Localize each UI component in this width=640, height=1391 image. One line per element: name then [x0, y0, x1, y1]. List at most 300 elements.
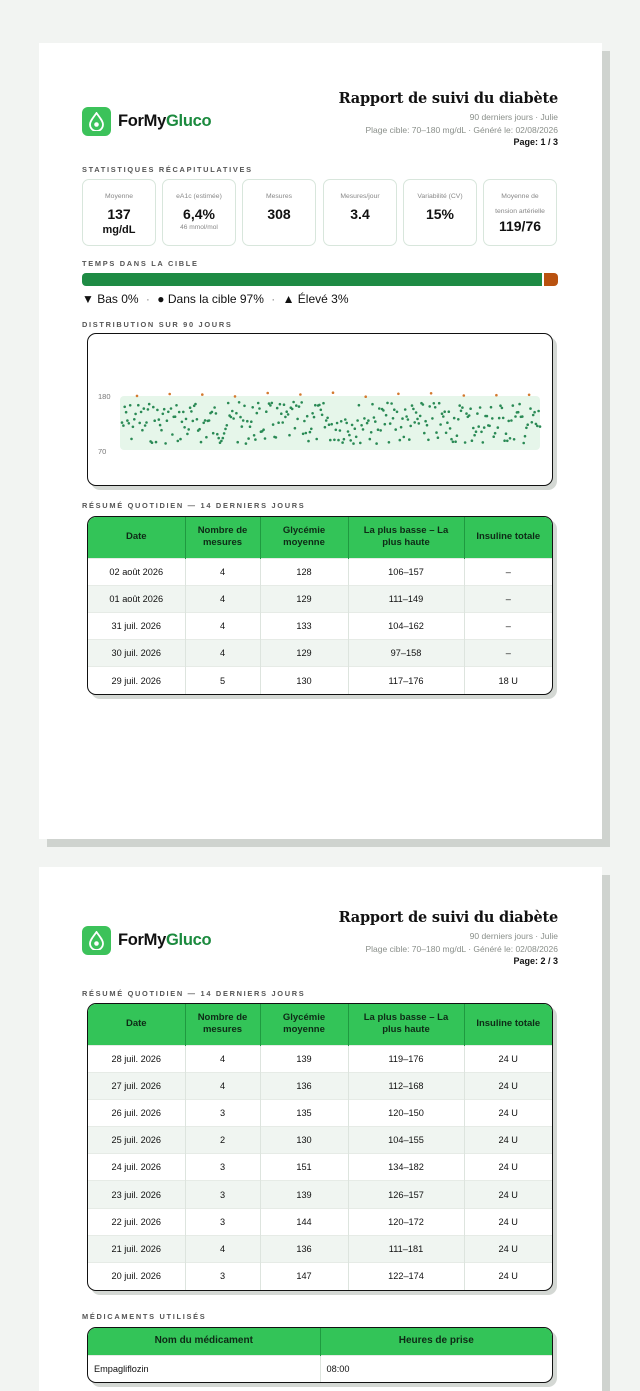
reading-dot: [280, 412, 283, 415]
reading-dot: [132, 426, 135, 429]
report-header: [82, 909, 558, 969]
table-row: [88, 667, 552, 694]
reading-dot: [153, 419, 156, 422]
reading-dot: [251, 406, 254, 409]
reading-dot: [204, 419, 207, 422]
tir-in-range-segment: [82, 273, 542, 286]
reading-dot: [370, 431, 373, 434]
reading-dot: [208, 419, 211, 422]
reading-dot: [482, 441, 485, 444]
stat-unit: mg/dL: [102, 224, 136, 236]
reading-dot: [284, 416, 287, 419]
cell-count: 4: [185, 1072, 260, 1099]
reading-dot: [140, 411, 143, 414]
reading-dot: [336, 422, 339, 425]
drop-icon: [88, 112, 105, 131]
col-date: Date: [88, 1004, 185, 1045]
reading-dot: [258, 407, 261, 410]
cell-range: 134–182: [348, 1154, 464, 1181]
reading-dot: [439, 423, 442, 426]
cell-date: 27 juil. 2026: [88, 1072, 185, 1099]
report-page-1: [39, 43, 602, 839]
reading-dot: [277, 421, 280, 424]
reading-dot: [211, 411, 214, 414]
reading-dot: [513, 438, 516, 441]
cell-range: 97–158: [348, 640, 464, 667]
cell-range: 119–176: [348, 1045, 464, 1072]
brand-part-1: ForMy: [118, 112, 167, 130]
stat-value: 137: [107, 206, 131, 222]
stat-label: Variabilité (CV): [417, 193, 463, 200]
reading-dot: [362, 428, 365, 431]
reading-dot: [324, 426, 327, 429]
reading-dot: [174, 415, 177, 418]
cell-count: 4: [185, 612, 260, 639]
reading-dot: [450, 438, 453, 441]
col-insulin: Insuline totale: [464, 1004, 552, 1045]
reading-dot: [202, 422, 205, 425]
reading-dot: [460, 410, 463, 413]
reading-dot: [128, 422, 131, 425]
y-tick-70: 70: [98, 447, 107, 456]
reading-dot: [526, 423, 529, 426]
cell-count: 3: [185, 1099, 260, 1126]
reading-dot: [160, 429, 163, 432]
stat-subvalue: 46 mmol/mol: [180, 224, 218, 231]
cell-count: 3: [185, 1208, 260, 1235]
reading-dot: [328, 423, 331, 426]
reading-dot: [524, 435, 527, 438]
cell-insulin: –: [464, 585, 552, 612]
reading-dot: [271, 402, 274, 405]
reading-dot: [532, 414, 535, 417]
reading-dot: [375, 442, 378, 445]
reading-dot: [281, 421, 284, 424]
reading-dot: [343, 438, 346, 441]
reading-dot: [283, 403, 286, 406]
cell-count: 2: [185, 1127, 260, 1154]
reading-dot: [247, 437, 250, 440]
reading-dot: [243, 405, 246, 408]
reading-dot: [366, 422, 369, 425]
reading-dot: [151, 441, 154, 444]
reading-dot: [143, 407, 146, 410]
reading-dot: [190, 410, 193, 413]
table-row: [88, 1208, 552, 1235]
reading-dot: [430, 392, 433, 395]
reading-dot: [384, 423, 387, 426]
reading-dot: [452, 441, 455, 444]
reading-dot: [126, 419, 129, 422]
reading-dot: [426, 424, 429, 427]
cell-range: 111–181: [348, 1235, 464, 1262]
reading-dot: [234, 395, 237, 398]
reading-dot: [310, 428, 313, 431]
reading-dot: [505, 432, 508, 435]
reading-dot: [186, 433, 189, 436]
table-row: [88, 1154, 552, 1181]
cell-date: 21 juil. 2026: [88, 1235, 185, 1262]
reading-dot: [326, 417, 329, 420]
reading-dot: [287, 413, 290, 416]
reading-dot: [427, 439, 430, 442]
report-page-2: [39, 867, 602, 1391]
cell-count: 4: [185, 1235, 260, 1262]
reading-dot: [256, 412, 259, 415]
reading-dot: [295, 404, 298, 407]
cell-insulin: 24 U: [464, 1263, 552, 1290]
reading-dot: [311, 412, 314, 415]
reading-dot: [521, 415, 524, 418]
reading-dot: [200, 441, 203, 444]
col-med-time: Heures de prise: [320, 1328, 552, 1355]
reading-dot: [539, 425, 542, 428]
reading-dot: [238, 401, 241, 404]
reading-dot: [276, 407, 279, 410]
section-title-distribution: DISTRIBUTION SUR 90 JOURS: [82, 320, 233, 329]
page-number: Page: 1 / 3: [513, 137, 558, 147]
reading-dot: [222, 437, 225, 440]
reading-dot: [321, 414, 324, 417]
reading-dot: [424, 420, 427, 423]
reading-dot: [434, 406, 437, 409]
stat-card-a1c: [162, 179, 236, 246]
reading-dot: [262, 428, 265, 431]
reading-dot: [469, 407, 472, 410]
reading-dot: [490, 406, 493, 409]
cell-avg: 130: [260, 667, 348, 694]
reading-dot: [352, 442, 355, 445]
stat-label-2: tension artérielle: [495, 208, 545, 215]
reading-dot: [145, 421, 148, 424]
reading-dot: [495, 394, 498, 397]
cell-range: 104–162: [348, 612, 464, 639]
reading-dot: [167, 411, 170, 414]
cell-avg: 136: [260, 1072, 348, 1099]
reading-dot: [437, 436, 440, 439]
reading-dot: [477, 425, 480, 428]
reading-dot: [137, 404, 140, 407]
target-range-band: [120, 396, 540, 450]
reading-dot: [187, 428, 190, 431]
stat-card-average: [82, 179, 156, 246]
report-title: Rapport de suivi du diabète: [338, 909, 558, 926]
cell-count: 4: [185, 585, 260, 612]
cell-avg: 139: [260, 1181, 348, 1208]
reading-dot: [181, 421, 184, 424]
reading-dot: [416, 418, 419, 421]
reading-dot: [471, 439, 474, 442]
reading-dot: [419, 415, 422, 418]
reading-dot: [129, 404, 132, 407]
reading-dot: [374, 420, 377, 423]
reading-dot: [483, 426, 486, 429]
stat-label: Mesures/jour: [340, 193, 380, 200]
reading-dot: [431, 417, 434, 420]
reading-dot: [463, 394, 466, 397]
reading-dot: [347, 430, 350, 433]
reading-dot: [394, 428, 397, 431]
reading-dot: [497, 426, 500, 429]
reading-dot: [215, 412, 218, 415]
reading-dot: [393, 408, 396, 411]
reading-dot: [498, 417, 501, 420]
reading-dot: [130, 438, 133, 441]
reading-dot: [269, 404, 272, 407]
reading-dot: [454, 440, 457, 443]
cell-insulin: 24 U: [464, 1045, 552, 1072]
reading-dot: [220, 440, 223, 443]
cell-date: 01 août 2026: [88, 585, 185, 612]
reading-dot: [138, 422, 141, 425]
medications-table: [87, 1327, 553, 1383]
reading-dot: [246, 420, 249, 423]
reading-dot: [205, 436, 208, 439]
reading-dot: [155, 441, 158, 444]
reading-dot: [141, 429, 144, 432]
reading-dot: [264, 437, 267, 440]
cell-range: 104–155: [348, 1127, 464, 1154]
reading-dot: [235, 412, 238, 415]
report-target-range: Plage cible: 70–180 mg/dL · Généré le: 02/08/2026: [365, 943, 558, 954]
reading-dot: [396, 411, 399, 414]
reading-dot: [298, 405, 301, 408]
section-title-daily: RÉSUMÉ QUOTIDIEN — 14 DERNIERS JOURS: [82, 989, 306, 998]
reading-dot: [196, 418, 199, 421]
section-title-stats: STATISTIQUES RÉCAPITULATIVES: [82, 165, 253, 174]
reading-dot: [382, 409, 385, 412]
drop-icon: [88, 931, 105, 950]
cell-avg: 135: [260, 1099, 348, 1126]
reading-dot: [486, 415, 489, 418]
reading-dot: [134, 413, 137, 416]
app-logo: [82, 107, 111, 136]
reading-dot: [464, 441, 467, 444]
reading-dot: [536, 425, 539, 428]
cell-insulin: –: [464, 612, 552, 639]
reading-dot: [279, 403, 282, 406]
cell-date: 20 juil. 2026: [88, 1263, 185, 1290]
stat-card-variability: [403, 179, 477, 246]
reading-dot: [315, 438, 318, 441]
col-count: Nombre de mesures: [185, 1004, 260, 1045]
reading-dot: [275, 436, 278, 439]
reading-dot: [340, 420, 343, 423]
reading-dot: [125, 411, 128, 414]
cell-range: 120–150: [348, 1099, 464, 1126]
distribution-scatter: [88, 334, 553, 486]
section-title-meds: MÉDICAMENTS UTILISÉS: [82, 1312, 207, 1321]
stat-label: Moyenne: [105, 193, 133, 200]
reading-dot: [355, 436, 358, 439]
cell-med-time: 08:00: [320, 1355, 552, 1382]
reading-dot: [369, 438, 372, 441]
reading-dot: [529, 407, 532, 410]
reading-dot: [442, 415, 445, 418]
col-insulin: Insuline totale: [464, 517, 552, 558]
reading-dot: [250, 420, 253, 423]
reading-dot: [415, 411, 418, 414]
reading-dot: [322, 402, 325, 405]
cell-insulin: 24 U: [464, 1181, 552, 1208]
reading-dot: [351, 424, 354, 427]
reading-dot: [201, 393, 204, 396]
reading-dot: [333, 439, 336, 442]
reading-dot: [412, 408, 415, 411]
cell-date: 28 juil. 2026: [88, 1045, 185, 1072]
reading-dot: [257, 402, 260, 405]
reading-dot: [400, 426, 403, 429]
reading-dot: [390, 402, 393, 405]
reading-dot: [518, 403, 521, 406]
reading-dot: [330, 423, 333, 426]
reading-dot: [339, 429, 342, 432]
reading-dot: [401, 417, 404, 420]
reading-dot: [492, 435, 495, 438]
cell-avg: 136: [260, 1235, 348, 1262]
reading-dot: [239, 416, 242, 419]
reading-dot: [348, 434, 351, 437]
reading-dot: [272, 423, 275, 426]
table-row: [88, 612, 552, 639]
cell-insulin: 24 U: [464, 1154, 552, 1181]
daily-summary-table: [87, 1003, 553, 1291]
report-target-range: Plage cible: 70–180 mg/dL · Généré le: 02/08/2026: [365, 124, 558, 135]
reading-dot: [189, 406, 192, 409]
reading-dot: [318, 404, 321, 407]
col-date: Date: [88, 517, 185, 558]
reading-dot: [122, 424, 125, 427]
reading-dot: [404, 408, 407, 411]
reading-dot: [170, 407, 173, 410]
reading-dot: [236, 441, 239, 444]
table-row: [88, 558, 552, 585]
reading-dot: [175, 404, 178, 407]
reading-dot: [503, 439, 506, 442]
brand-name: [118, 931, 211, 950]
reading-dot: [213, 406, 216, 409]
reading-dot: [458, 404, 461, 407]
reading-dot: [435, 431, 438, 434]
reading-dot: [253, 434, 256, 437]
reading-dot: [305, 432, 308, 435]
cell-range: 120–172: [348, 1208, 464, 1235]
reading-dot: [231, 410, 234, 413]
cell-date: 22 juil. 2026: [88, 1208, 185, 1235]
reading-dot: [148, 403, 151, 406]
reading-dot: [514, 415, 517, 418]
reading-dot: [423, 432, 426, 435]
reading-dot: [522, 442, 525, 445]
reading-dot: [291, 408, 294, 411]
cell-date: 26 juil. 2026: [88, 1099, 185, 1126]
tir-high-label: ▲ Élevé 3%: [282, 292, 349, 306]
reading-dot: [367, 419, 370, 422]
reading-dot: [418, 422, 421, 425]
reading-dot: [388, 441, 391, 444]
reading-dot: [441, 412, 444, 415]
table-row: [88, 1355, 552, 1382]
reading-dot: [409, 425, 412, 428]
reading-dot: [292, 401, 295, 404]
cell-insulin: –: [464, 640, 552, 667]
cell-date: 02 août 2026: [88, 558, 185, 585]
stat-value: 119/76: [498, 218, 542, 234]
cell-count: 4: [185, 640, 260, 667]
reading-dot: [468, 414, 471, 417]
reading-dot: [152, 406, 155, 409]
cell-range: 126–157: [348, 1181, 464, 1208]
brand-part-2: Gluco: [166, 112, 212, 130]
reading-dot: [359, 442, 362, 445]
cell-med-name: Empagliflozin: [88, 1355, 320, 1382]
reading-dot: [378, 407, 381, 410]
reading-dot: [335, 429, 338, 432]
reading-dot: [525, 427, 528, 430]
table-row: [88, 1099, 552, 1126]
cell-avg: 130: [260, 1127, 348, 1154]
reading-dot: [183, 426, 186, 429]
cell-count: 3: [185, 1154, 260, 1181]
report-period: 90 derniers jours · Julie: [469, 931, 558, 941]
reading-dot: [158, 418, 161, 421]
reading-dot: [227, 402, 230, 405]
reading-dot: [475, 430, 478, 433]
reading-dot: [241, 425, 244, 428]
reading-dot: [363, 417, 366, 420]
stats-cards: [82, 179, 557, 246]
cell-range: 111–149: [348, 585, 464, 612]
reading-dot: [307, 440, 310, 443]
cell-count: 3: [185, 1181, 260, 1208]
reading-dot: [488, 425, 491, 428]
reading-dot: [379, 429, 382, 432]
cell-insulin: 24 U: [464, 1235, 552, 1262]
cell-count: 5: [185, 667, 260, 694]
reading-dot: [371, 403, 374, 406]
cell-date: 23 juil. 2026: [88, 1181, 185, 1208]
reading-dot: [413, 421, 416, 424]
reading-dot: [476, 412, 479, 415]
stat-card-count: [242, 179, 316, 246]
stat-label: eA1c (estimée): [176, 193, 222, 200]
reading-dot: [448, 410, 451, 413]
reading-dot: [386, 402, 389, 405]
tir-legend: [82, 292, 349, 306]
reading-dot: [217, 437, 220, 440]
table-row: [88, 585, 552, 612]
tir-separator: ·: [271, 292, 276, 306]
app-logo: [82, 926, 111, 955]
col-med-name: Nom du médicament: [88, 1328, 320, 1355]
reading-dot: [325, 419, 328, 422]
reading-dot: [537, 410, 540, 413]
reading-dot: [457, 418, 460, 421]
reading-dot: [144, 424, 147, 427]
time-in-range-bar: [82, 273, 558, 286]
cell-avg: 147: [260, 1263, 348, 1290]
reading-dot: [397, 393, 400, 396]
section-title-tir: TEMPS DANS LA CIBLE: [82, 259, 199, 268]
reading-dot: [533, 411, 536, 414]
tir-high-segment: [544, 273, 558, 286]
cell-avg: 133: [260, 612, 348, 639]
reading-dot: [177, 440, 180, 443]
cell-date: 31 juil. 2026: [88, 612, 185, 639]
reading-dot: [299, 393, 302, 396]
stat-card-blood-pressure: [483, 179, 557, 246]
reading-dot: [242, 419, 245, 422]
